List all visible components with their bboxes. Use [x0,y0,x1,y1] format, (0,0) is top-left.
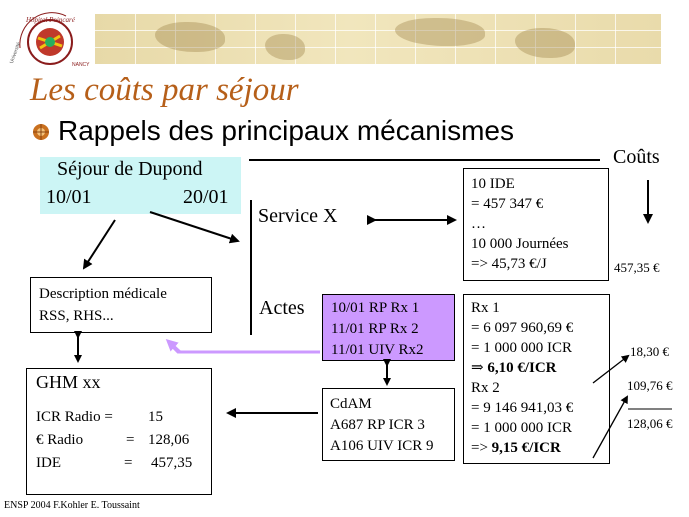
sejour-date-end: 20/01 [183,186,229,208]
service-label: Service X [258,205,338,227]
ghm-r1-label: ICR Radio = [36,409,113,425]
act-line: 11/01 RP Rx 2 [331,321,419,337]
rx1-icr-price: 6,10 €/ICR [487,360,557,376]
rx2-icr-price: 9,15 €/ICR [491,440,561,456]
purple-arrow-head [168,341,180,352]
ghm-r2-label: € Radio [36,432,84,448]
rx-arrow-prefix: => [471,440,492,456]
description-line1: Description médicale [39,286,167,302]
arrow-rx1-cost [593,356,628,383]
rx-total-cost: 128,06 € [627,416,673,431]
ide-line: 10 IDE [471,176,515,192]
footer-credit: ENSP 2004 F.Kohler E. Toussaint [4,500,140,511]
page-title: Les coûts par séjour [30,72,299,108]
sejour-title: Séjour de Dupond [57,158,203,180]
rx-line: = 1 000 000 ICR [471,340,572,356]
ide-cost: 457,35 € [614,260,660,275]
rx-arrow-prefix: ⇒ [471,360,488,376]
act-line: 11/01 UIV Rx2 [331,342,424,358]
ide-line: 10 000 Journées [471,236,569,252]
act-line: 10/01 RP Rx 1 [331,300,420,316]
rx1-cost: 18,30 € [630,344,669,359]
sejour-date-start: 10/01 [46,186,92,208]
rx-line: = 9 146 941,03 € [471,400,574,416]
couts-label: Coûts [613,146,660,168]
description-line2: RSS, RHS... [39,308,114,324]
rx-line: = 6 097 960,69 € [471,320,574,336]
subtitle: Rappels des principaux mécanismes [58,115,514,146]
purple-arrow-line [170,344,320,352]
ide-line: => 45,73 €/J [471,256,547,272]
ghm-r2-eq: = [126,432,135,448]
rx-line: Rx 2 [471,380,500,396]
ide-line: = 457 347 € [471,196,544,212]
rx-line: = 1 000 000 ICR [471,420,572,436]
ghm-r3-eq: = [124,455,133,471]
ghm-r1-value: 15 [148,409,163,425]
cdam-line: A106 UIV ICR 9 [330,438,434,454]
ghm-title: GHM xx [36,372,101,392]
arrow-to-service [150,212,238,241]
cdam-line: CdAM [330,396,372,412]
arrow-to-description [84,220,115,268]
actes-label: Actes [259,297,305,319]
ghm-r3-label: IDE [36,455,61,471]
logo-small-text: Université [8,41,23,65]
arrow-rx2-cost [593,397,627,458]
rx2-cost: 109,76 € [627,378,673,393]
ghm-r3-value: 457,35 [151,455,193,471]
rx-line: Rx 1 [471,300,500,316]
ide-line: … [471,216,486,232]
logo-text: Hôpital Poincaré [26,16,75,24]
cdam-line: A687 RP ICR 3 [330,417,425,433]
ghm-r2-value: 128,06 [148,432,190,448]
logo-city: NANCY [72,62,90,68]
